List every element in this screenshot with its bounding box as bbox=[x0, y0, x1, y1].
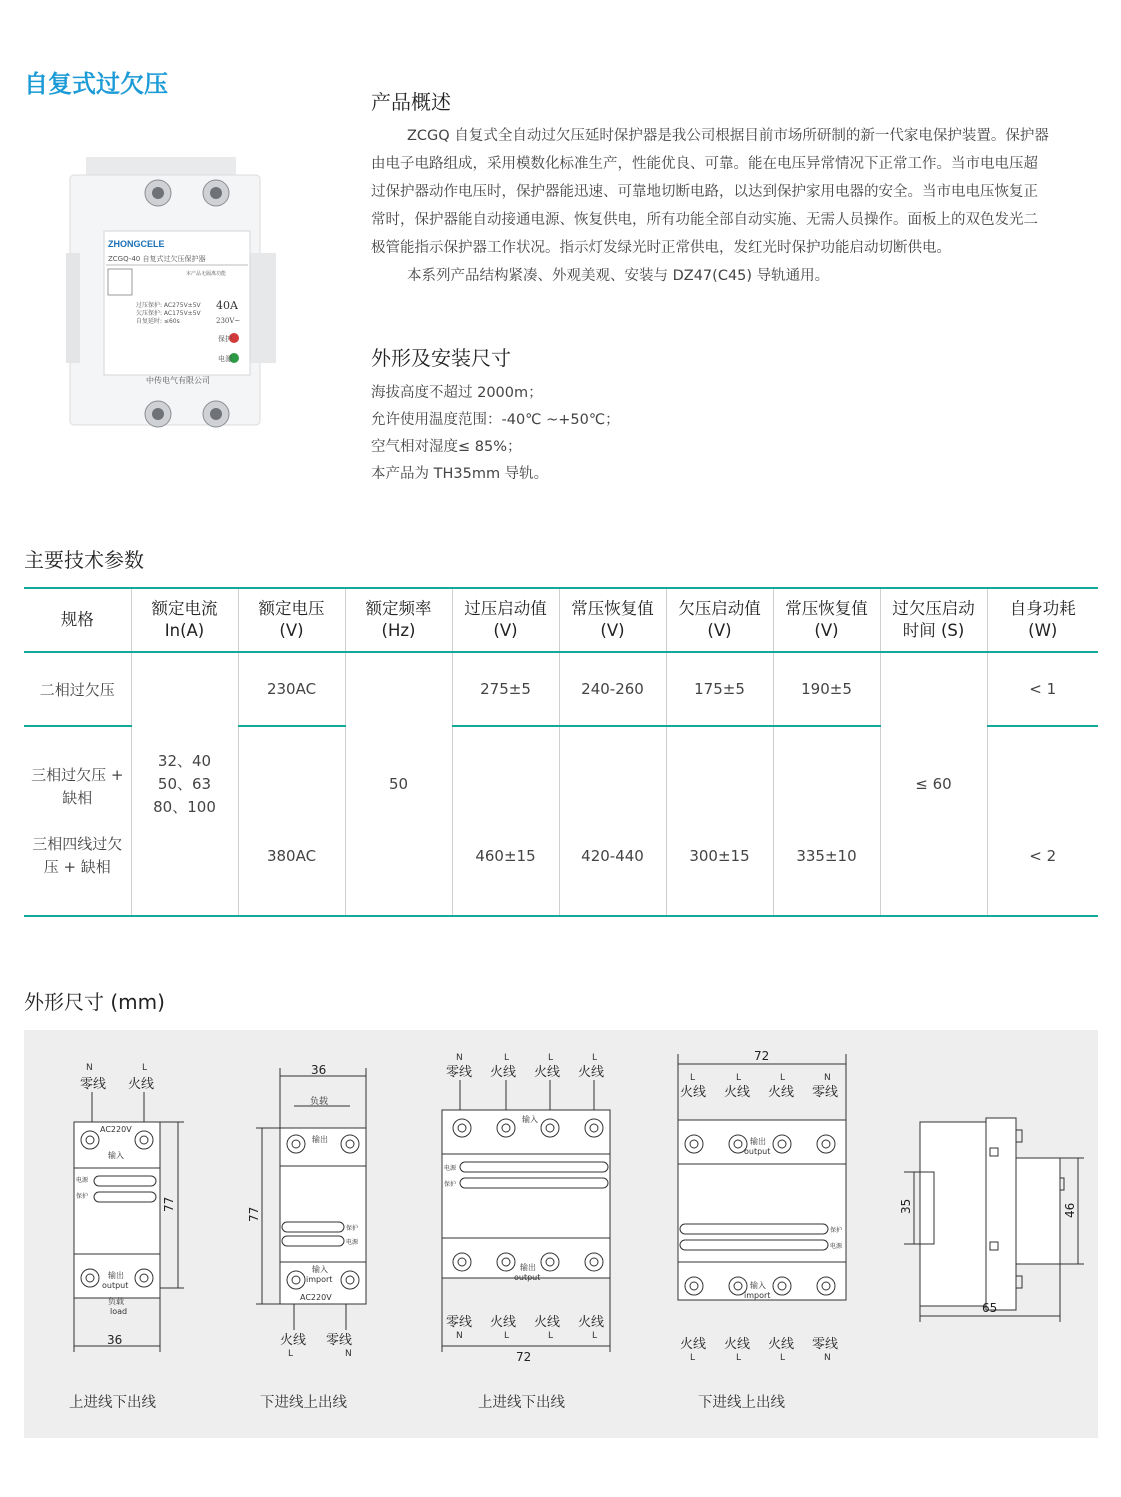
svg-text:保护: 保护 bbox=[830, 1227, 843, 1234]
overview-line-1: ZCGQ 自复式全自动过欠压延时保护器是我公司根据目前市场所研制的新一代家电保护装置。保护器 bbox=[407, 128, 1049, 144]
device-brand: ZHONGCELE bbox=[108, 239, 165, 249]
svg-text:output: output bbox=[514, 1273, 541, 1282]
th-voltage: 额定电压 (V) bbox=[238, 588, 345, 652]
svg-text:36: 36 bbox=[311, 1063, 327, 1077]
svg-text:火线: 火线 bbox=[724, 1337, 751, 1352]
svg-text:输出: 输出 bbox=[108, 1271, 124, 1280]
device-led-protect: 保护 bbox=[218, 335, 232, 343]
install-line-3: 空气相对湿度≤ 85%； bbox=[371, 439, 522, 455]
cell-uv-recover: 335±10 bbox=[773, 726, 880, 916]
device-company: 中传电气有限公司 bbox=[146, 376, 210, 385]
svg-text:火线: 火线 bbox=[578, 1065, 605, 1080]
th-ov-start: 过压启动值 (V) bbox=[452, 588, 559, 652]
cell-voltage: 380AC bbox=[238, 726, 345, 916]
svg-text:输入: 输入 bbox=[108, 1151, 124, 1160]
svg-text:火线: 火线 bbox=[128, 1077, 155, 1092]
svg-text:L: L bbox=[548, 1053, 554, 1063]
product-image bbox=[66, 157, 278, 439]
device-spec3: 自复延时: ≤60s bbox=[136, 318, 180, 325]
svg-text:L: L bbox=[504, 1331, 510, 1341]
svg-text:火线: 火线 bbox=[534, 1315, 561, 1330]
svg-text:N: N bbox=[456, 1331, 463, 1341]
drawing-4 bbox=[678, 1049, 846, 1411]
caption-4: 下进线上出线 bbox=[698, 1395, 785, 1411]
drawing-1 bbox=[69, 1063, 184, 1411]
cell-voltage: 230AC bbox=[238, 652, 345, 726]
svg-text:电源: 电源 bbox=[76, 1177, 89, 1184]
svg-text:L: L bbox=[690, 1073, 696, 1083]
svg-text:N: N bbox=[456, 1053, 463, 1063]
th-spec: 规格 bbox=[24, 588, 131, 652]
svg-text:import: import bbox=[306, 1275, 333, 1284]
overview-title: 产品概述 bbox=[371, 90, 451, 114]
dimensions-title: 外形尺寸 (mm) bbox=[24, 990, 165, 1014]
install-line-2: 允许使用温度范围：-40℃ ~+50℃； bbox=[371, 412, 620, 428]
th-uv-start: 欠压启动值 (V) bbox=[666, 588, 773, 652]
svg-text:N: N bbox=[824, 1073, 831, 1083]
svg-text:65: 65 bbox=[982, 1301, 998, 1315]
cell-spec: 二相过欠压 bbox=[24, 652, 131, 726]
svg-text:零线: 零线 bbox=[80, 1077, 107, 1092]
th-current: 额定电流 In(A) bbox=[131, 588, 238, 652]
overview-para-2: 本系列产品结构紧凑、外观美观、安装与 DZ47(C45) 导轨通用。 bbox=[407, 268, 830, 284]
device-spec1: 过压保护: AC275V±5V bbox=[136, 302, 201, 309]
svg-text:保护: 保护 bbox=[346, 1225, 359, 1232]
cell-time: ≤ 60 bbox=[880, 652, 987, 916]
overview-line-2: 由电子电路组成，采用模数化标准生产，性能优良、可靠。能在电压异常情况下正常工作。当市电电压超 bbox=[371, 156, 1038, 172]
svg-text:输出: 输出 bbox=[312, 1135, 328, 1144]
svg-text:火线: 火线 bbox=[490, 1315, 517, 1330]
svg-text:保护: 保护 bbox=[76, 1193, 89, 1200]
svg-text:电源: 电源 bbox=[444, 1165, 457, 1172]
svg-text:输出: 输出 bbox=[520, 1263, 536, 1272]
device-model: ZCGQ-40 自复式过欠压保护器 bbox=[108, 255, 206, 263]
svg-text:46: 46 bbox=[1063, 1202, 1077, 1218]
svg-text:output: output bbox=[102, 1281, 129, 1290]
overview-line-5: 极管能指示保护器工作状况。指示灯发绿光时正常供电，发红光时保护功能启动切断供电。 bbox=[371, 240, 951, 256]
cell-uv-start: 300±15 bbox=[666, 726, 773, 916]
caption-2: 下进线上出线 bbox=[260, 1395, 347, 1411]
caption-3: 上进线下出线 bbox=[478, 1395, 565, 1411]
overview-line-4: 常时，保护器能自动接通电源、恢复供电，所有功能全部自动实施、无需人员操作。面板上的双色发光二 bbox=[371, 212, 1038, 228]
svg-text:L: L bbox=[592, 1331, 598, 1341]
svg-text:火线: 火线 bbox=[768, 1337, 795, 1352]
svg-text:火线: 火线 bbox=[280, 1333, 307, 1348]
svg-text:负载: 负载 bbox=[108, 1297, 124, 1306]
svg-text:零线: 零线 bbox=[812, 1085, 839, 1100]
svg-text:import: import bbox=[744, 1291, 771, 1300]
overview-line-3: 过保护器动作电压时，保护器能迅速、可靠地切断电路，以达到保护家用电器的安全。当市电电压恢复正 bbox=[371, 184, 1038, 200]
svg-text:N: N bbox=[824, 1353, 831, 1363]
svg-text:N: N bbox=[345, 1349, 352, 1359]
cell-frequency: 50 bbox=[345, 652, 452, 916]
svg-text:L: L bbox=[736, 1353, 742, 1363]
svg-text:L: L bbox=[736, 1073, 742, 1083]
drawing-5 bbox=[899, 1118, 1084, 1322]
svg-text:L: L bbox=[592, 1053, 598, 1063]
install-list bbox=[371, 380, 620, 488]
svg-text:77: 77 bbox=[162, 1196, 176, 1212]
svg-text:L: L bbox=[288, 1349, 294, 1359]
svg-text:火线: 火线 bbox=[534, 1065, 561, 1080]
cell-uv-recover: 190±5 bbox=[773, 652, 880, 726]
install-title: 外形及安装尺寸 bbox=[371, 346, 511, 370]
svg-text:output: output bbox=[744, 1147, 771, 1156]
svg-text:输入: 输入 bbox=[750, 1281, 766, 1290]
cell-power: < 2 bbox=[987, 726, 1098, 916]
svg-text:L: L bbox=[690, 1353, 696, 1363]
svg-text:L: L bbox=[504, 1053, 510, 1063]
svg-text:L: L bbox=[780, 1353, 786, 1363]
svg-text:36: 36 bbox=[107, 1333, 123, 1347]
svg-text:火线: 火线 bbox=[680, 1085, 707, 1100]
svg-text:负载: 负载 bbox=[310, 1097, 329, 1107]
overview-text bbox=[371, 122, 1101, 290]
cell-uv-start: 175±5 bbox=[666, 652, 773, 726]
svg-text:72: 72 bbox=[516, 1350, 532, 1364]
cell-current: 32、40 50、63 80、100 bbox=[131, 652, 238, 916]
dimension-drawing-svg bbox=[24, 1030, 1098, 1438]
th-power: 自身功耗 (W) bbox=[987, 588, 1098, 652]
svg-text:77: 77 bbox=[247, 1206, 261, 1222]
svg-text:72: 72 bbox=[754, 1049, 770, 1063]
th-time: 过欠压启动 时间 (S) bbox=[880, 588, 987, 652]
svg-text:火线: 火线 bbox=[724, 1085, 751, 1100]
svg-text:电源: 电源 bbox=[346, 1239, 359, 1246]
params-table bbox=[24, 587, 1098, 917]
svg-text:L: L bbox=[548, 1331, 554, 1341]
cell-ov-start: 275±5 bbox=[452, 652, 559, 726]
table-header-row bbox=[24, 588, 1098, 652]
svg-text:零线: 零线 bbox=[446, 1315, 473, 1330]
svg-text:零线: 零线 bbox=[812, 1337, 839, 1352]
params-title: 主要技术参数 bbox=[24, 548, 144, 572]
svg-text:输入: 输入 bbox=[312, 1265, 328, 1274]
th-uv-recover: 常压恢复值 (V) bbox=[773, 588, 880, 652]
svg-text:AC220V: AC220V bbox=[100, 1125, 132, 1134]
svg-text:输出: 输出 bbox=[750, 1137, 766, 1146]
device-led-power: 电源 bbox=[218, 355, 232, 363]
svg-text:35: 35 bbox=[899, 1198, 913, 1214]
svg-text:火线: 火线 bbox=[680, 1337, 707, 1352]
device-voltage: 230V~ bbox=[216, 317, 241, 325]
svg-text:火线: 火线 bbox=[578, 1315, 605, 1330]
cell-spec: 三相过欠压 + 缺相 三相四线过欠 压 + 缺相 bbox=[24, 726, 131, 916]
svg-text:N: N bbox=[86, 1063, 93, 1073]
caption-1: 上进线下出线 bbox=[69, 1395, 156, 1411]
svg-text:AC220V: AC220V bbox=[300, 1293, 332, 1302]
page-title: 自复式过欠压 bbox=[24, 70, 168, 98]
svg-text:load: load bbox=[110, 1307, 128, 1316]
cell-ov-recover: 420-440 bbox=[559, 726, 666, 916]
svg-text:L: L bbox=[142, 1063, 148, 1073]
cell-power: < 1 bbox=[987, 652, 1098, 726]
svg-text:输入: 输入 bbox=[522, 1115, 538, 1124]
install-line-1: 海拔高度不超过 2000m； bbox=[371, 385, 543, 401]
drawing-3 bbox=[442, 1053, 610, 1411]
cell-ov-start: 460±15 bbox=[452, 726, 559, 916]
svg-text:火线: 火线 bbox=[768, 1085, 795, 1100]
device-rating: 40A bbox=[216, 299, 238, 312]
cell-ov-recover: 240-260 bbox=[559, 652, 666, 726]
svg-text:电源: 电源 bbox=[830, 1243, 843, 1250]
svg-text:零线: 零线 bbox=[326, 1333, 353, 1348]
device-warn: 本产品无隔离功能 bbox=[186, 271, 227, 277]
svg-text:保护: 保护 bbox=[444, 1181, 457, 1188]
svg-text:L: L bbox=[780, 1073, 786, 1083]
th-ov-recover: 常压恢复值 (V) bbox=[559, 588, 666, 652]
device-spec2: 欠压保护: AC175V±5V bbox=[136, 310, 201, 317]
svg-text:火线: 火线 bbox=[490, 1065, 517, 1080]
table-row bbox=[24, 652, 1098, 726]
drawing-2 bbox=[247, 1063, 366, 1411]
install-line-4: 本产品为 TH35mm 导轨。 bbox=[371, 466, 549, 482]
th-frequency: 额定频率 (Hz) bbox=[345, 588, 452, 652]
svg-text:零线: 零线 bbox=[446, 1065, 473, 1080]
